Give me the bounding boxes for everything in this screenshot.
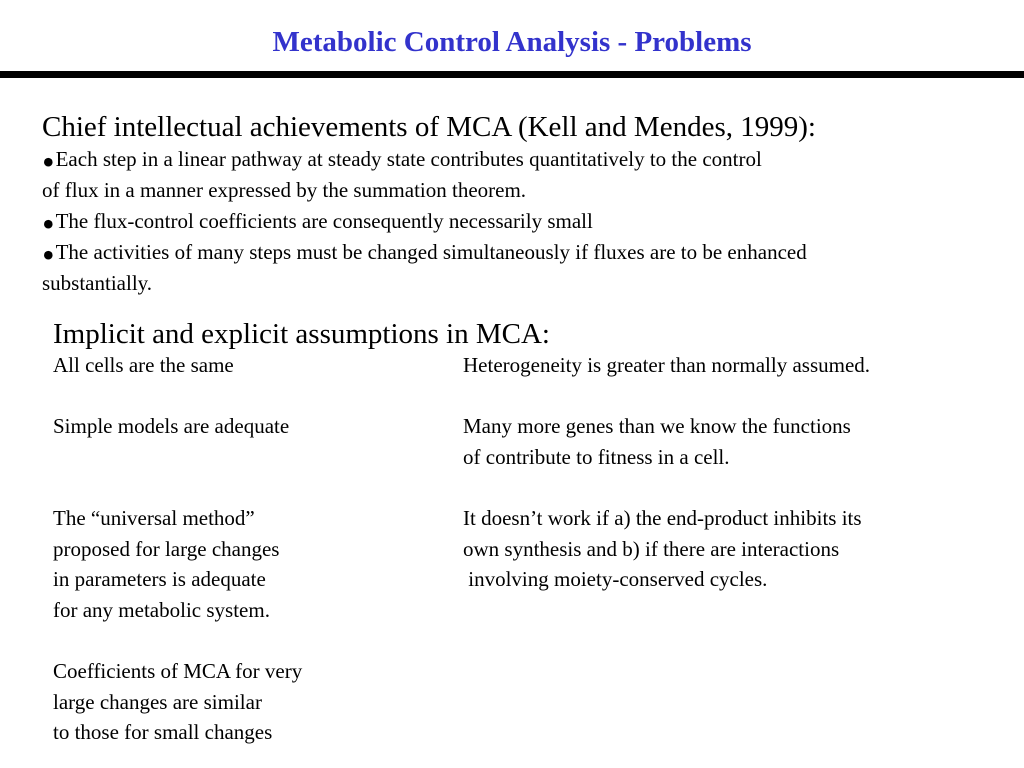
assumption-left: for any metabolic system. (53, 597, 270, 622)
title-divider (0, 71, 1024, 78)
assumption-row (53, 687, 1013, 718)
assumption-row (53, 656, 1013, 687)
achievements-heading: Chief intellectual achievements of MCA (Kell and Mendes, 1999): (42, 111, 816, 143)
assumption-left: proposed for large changes (53, 536, 280, 561)
achievement-line: substantially. (42, 271, 153, 295)
assumption-row (53, 472, 1013, 503)
bullet-icon: • (42, 235, 55, 275)
assumptions-section (53, 318, 1013, 748)
assumption-row (53, 717, 1013, 748)
assumption-right: own synthesis and b) if there are interactions (463, 536, 840, 561)
achievement-line: •Each step in a linear pathway at steady state contributes quantitatively to the control (42, 142, 762, 182)
assumption-left: Simple models are adequate (53, 414, 290, 439)
assumption-left: large changes are similar (53, 689, 262, 714)
slide-title: Metabolic Control Analysis - Problems (272, 26, 752, 58)
assumption-left: The “universal method” (53, 505, 255, 530)
assumption-row (53, 411, 1013, 442)
assumption-row (53, 595, 1013, 626)
assumption-row (53, 564, 1013, 595)
assumptions-heading: Implicit and explicit assumptions in MCA: (53, 318, 550, 350)
assumption-right: Heterogeneity is greater than normally assumed. (463, 353, 871, 377)
assumption-right: involving moiety-conserved cycles. (463, 567, 768, 592)
assumption-row (53, 350, 1013, 381)
assumption-left: in parameters is adequate (53, 567, 266, 592)
achievements-section (42, 110, 1017, 299)
achievement-line: •The flux-control coefficients are consequently necessarily small (42, 204, 593, 244)
assumption-row (53, 625, 1013, 656)
assumption-row (53, 534, 1013, 565)
assumption-right: of contribute to fitness in a cell. (463, 444, 730, 469)
bullet-icon: • (42, 142, 55, 182)
assumption-left: Coefficients of MCA for very (53, 658, 303, 683)
achievement-line: •The activities of many steps must be changed simultaneously if fluxes are to be enhanced (42, 235, 807, 275)
assumption-left: All cells are the same (53, 353, 234, 377)
assumption-right: It doesn’t work if a) the end-product inhibits its (463, 505, 862, 530)
bullet-icon: • (42, 204, 55, 244)
assumption-row (53, 381, 1013, 412)
achievement-line: of flux in a manner expressed by the summation theorem. (42, 178, 527, 202)
assumption-row (53, 503, 1013, 534)
assumption-right: Many more genes than we know the functions (463, 414, 851, 439)
assumption-row (53, 442, 1013, 473)
assumption-left: to those for small changes (53, 720, 273, 745)
